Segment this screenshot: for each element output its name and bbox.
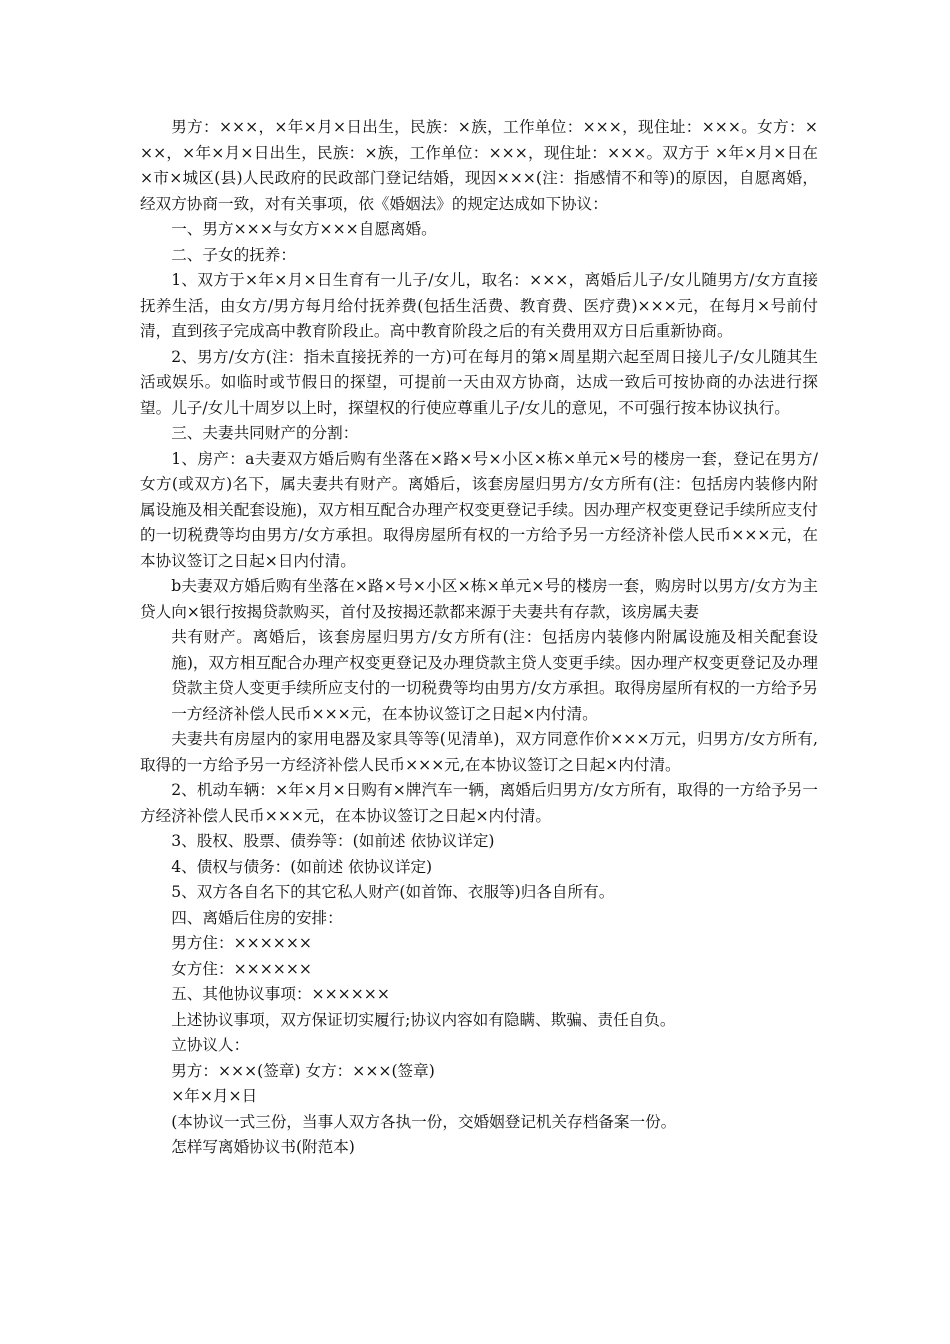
section-property-division: 三、夫妻共同财产的分割：	[171, 424, 359, 442]
clause-equity: 3、股权、股票、债券等：(如前述 依协议详定)	[171, 832, 495, 850]
clause-debts: 4、债权与债务：(如前述 依协议详定)	[171, 857, 433, 876]
section-other-matters: 五、其他协议事项：××××××	[171, 985, 390, 1003]
closing-title: 怎样写离婚协议书(附范本)	[171, 1138, 355, 1156]
copies-note: (本协议一式三份，当事人双方各执一份，交婚姻登记机关存档备案一份。	[171, 1112, 677, 1131]
date-line: ×年×月×日	[171, 1087, 258, 1105]
clause-appliances: 夫妻共有房屋内的家用电器及家具等等(见清单)，双方同意作价×××万元，归男方/女方所有,取得的一方给予另一方经济补偿人民币×××元,在本协议签订之日起×内付清。	[140, 730, 818, 774]
paragraph-parties: 男方：×××，×年×月×日出生，民族：×族，工作单位：×××，现住址：×××。女方：×××，×年×月×日出生，民族：×族，工作单位：×××，现住址：×××。双方于 ×年×月×日在×市×城区(县)人民政府的民政部门登记结婚，现因×××(注：指感情不和等)的原因，自愿离婚，经双方协商一致，对有关事项，依《婚姻法》的规定达成如下协议：	[140, 118, 818, 213]
statement-guarantee: 上述协议事项，双方保证切实履行;协议内容如有隐瞒、欺骗、责任自负。	[171, 1010, 676, 1029]
clause-house-b: b夫妻双方婚后购有坐落在×路×号×小区×栋×单元×号的楼房一套，购房时以男方/女方为主贷人向×银行按揭贷款购买，首付及按揭还款都来源于夫妻共有存款，该房属夫妻	[140, 577, 818, 621]
section-child-custody: 二、子女的抚养：	[171, 245, 296, 264]
housing-male: 男方住：××××××	[171, 934, 312, 952]
clause-private-property: 5、双方各自名下的其它私人财产(如首饰、衣服等)归各自所有。	[171, 883, 615, 901]
clause-divorce: 一、男方×××与女方×××自愿离婚。	[171, 220, 437, 238]
clause-house-b-continued: 共有财产。离婚后，该套房屋归男方/女方所有(注：包括房内装修内附属设施及相关配套设施)，双方相互配合办理产权变更登记及办理贷款主贷人变更手续。因办理产权变更登记及办理贷款主贷人变更手续所应支付的一切税费等均由男方/女方承担。取得房屋所有权的一方给予另一方经济补偿人民币×××元，在本协议签订之日起×内付清。	[171, 628, 818, 723]
clause-house-a: 1、房产：a夫妻双方婚后购有坐落在×路×号×小区×栋×单元×号的楼房一套，登记在男方/女方(或双方)名下，属夫妻共有财产。离婚后，该套房屋归男方/女方所有(注：包括房内装修内附属设施及相关配套设施)，双方相互配合办理产权变更登记手续。因办理产权变更登记手续所应支付的一切税费等均由男方/女方承担。取得房屋所有权的一方给予另一方经济补偿人民币×××元，在本协议签订之日起×日内付清。	[140, 449, 818, 570]
signature-line: 男方：×××(签章) 女方：×××(签章)	[171, 1061, 435, 1080]
housing-female: 女方住：××××××	[171, 959, 312, 978]
clause-visitation: 2、男方/女方(注：指未直接抚养的一方)可在每月的第×周星期六起至周日接儿子/女儿随其生活或娱乐。如临时或节假日的探望，可提前一天由双方协商，达成一致后可按协商的办法进行探望。儿子/女儿十周岁以上时，探望权的行使应尊重儿子/女儿的意见，不可强行按本协议执行。	[140, 347, 818, 417]
signatories-label: 立协议人：	[171, 1036, 250, 1054]
clause-child-support: 1、双方于×年×月×日生育有一儿子/女儿，取名：×××，离婚后儿子/女儿随男方/女方直接抚养生活，由女方/男方每月给付抚养费(包括生活费、教育费、医疗费)×××元，在每月×号前付清，直到孩子完成高中教育阶段止。高中教育阶段之后的有关费用双方日后重新协商。	[140, 271, 818, 340]
clause-vehicle: 2、机动车辆：×年×月×日购有×牌汽车一辆，离婚后归男方/女方所有，取得的一方给予另一方经济补偿人民币×××元，在本协议签订之日起×内付清。	[140, 781, 818, 825]
section-housing: 四、离婚后住房的安排：	[171, 908, 343, 927]
